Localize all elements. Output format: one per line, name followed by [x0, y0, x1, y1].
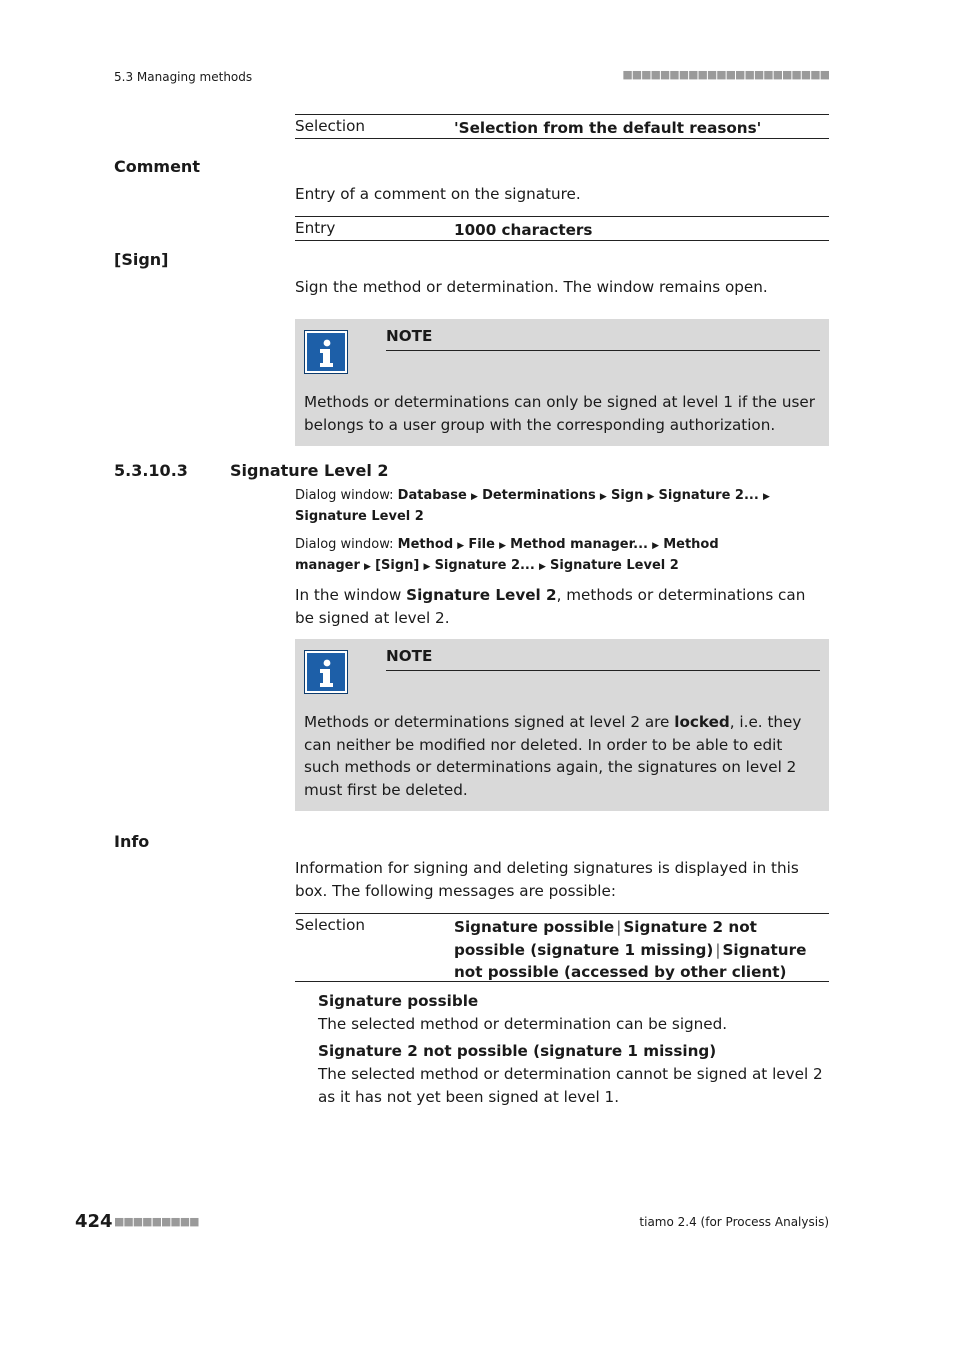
- path-step: [Sign]: [375, 558, 420, 573]
- option-signature-possible: Signature possible: [454, 918, 615, 936]
- note-title: NOTE: [386, 647, 433, 665]
- selection-table-row: [295, 114, 829, 139]
- selection-value: 'Selection from the default reasons': [454, 119, 762, 137]
- intro-text: In the window: [295, 586, 407, 604]
- header-decoration-dots: ■■■■■■■■■■■■■■■■■■■■■■: [622, 68, 829, 81]
- comment-label: Comment: [114, 157, 200, 176]
- running-header-section: 5.3 Managing methods: [114, 70, 253, 84]
- note-divider: [386, 350, 820, 351]
- message-text: The selected method or determination can be signed.: [318, 1015, 728, 1033]
- note-box: [295, 319, 829, 446]
- option-separator: |: [715, 940, 721, 959]
- arrow-icon: ▶: [762, 492, 770, 502]
- path-step: Signature 2...: [658, 488, 759, 503]
- note-title: NOTE: [386, 327, 433, 345]
- info-label: Info: [114, 832, 150, 851]
- dialog-prefix: Dialog window:: [295, 537, 394, 552]
- arrow-icon: ▶: [471, 492, 478, 502]
- arrow-icon: ▶: [652, 541, 660, 551]
- arrow-icon: ▶: [499, 541, 507, 551]
- selection-key: Selection: [295, 117, 365, 135]
- note-body: [304, 711, 817, 801]
- path-step: File: [468, 537, 495, 552]
- selection-options: [454, 916, 826, 984]
- path-step: Signature 2...: [434, 558, 535, 573]
- arrow-icon: ▶: [538, 562, 546, 572]
- path-step: Method manager: [295, 537, 719, 573]
- note-emphasis: locked: [674, 713, 730, 731]
- footer-decoration-dots: ■■■■■■■■■: [114, 1215, 199, 1228]
- path-step: Database: [397, 488, 467, 503]
- sign-label: [Sign]: [114, 250, 169, 269]
- dialog-path-1: [295, 486, 829, 526]
- selection-key: Selection: [295, 916, 365, 934]
- option-signature-2-not-possible: Signature 2 not possible (signature 1 missing): [454, 918, 757, 959]
- note-body: Methods or determinations can only be signed at level 1 if the user belongs to a user group with the corresponding authorization.: [304, 393, 815, 434]
- path-step: Signature Level 2: [550, 558, 679, 573]
- message-title: Signature possible: [318, 992, 479, 1010]
- intro-text: , methods or determinations can be signed at level 2.: [295, 586, 806, 627]
- note-text: Methods or determinations signed at level 2 are: [304, 713, 675, 731]
- message-text: The selected method or determination cannot be signed at level 2 as it has not yet been signed at level 1.: [318, 1065, 823, 1106]
- comment-description: Entry of a comment on the signature.: [295, 185, 581, 203]
- message-title: Signature 2 not possible (signature 1 missing): [318, 1042, 717, 1060]
- arrow-icon: ▶: [599, 492, 607, 502]
- arrow-icon: ▶: [457, 541, 465, 551]
- path-step: Sign: [610, 488, 644, 503]
- note-text: , i.e. they can neither be modified nor deleted. In order to be able to edit such methods or determinations again, the signatures on level 2 must first be deleted.: [304, 713, 802, 799]
- note-divider: [386, 670, 820, 671]
- intro-paragraph: [295, 584, 829, 630]
- arrow-icon: ▶: [647, 492, 655, 502]
- note-box: [295, 639, 829, 811]
- info-description: Information for signing and deleting signatures is displayed in this box. The following messages are possible:: [295, 859, 799, 900]
- dialog-prefix: Dialog window:: [295, 488, 394, 503]
- dialog-path-2: [295, 535, 745, 577]
- arrow-icon: ▶: [423, 562, 431, 572]
- arrow-icon: ▶: [364, 562, 371, 572]
- sign-description: Sign the method or determination. The window remains open.: [295, 278, 768, 296]
- intro-window-name: Signature Level 2: [406, 586, 557, 604]
- option-signature-not-possible: Signature not possible (accessed by other client): [454, 940, 807, 981]
- section-title: Signature Level 2: [230, 461, 389, 480]
- footer-product: tiamo 2.4 (for Process Analysis): [639, 1215, 829, 1229]
- section-number: 5.3.10.3: [114, 461, 188, 480]
- page-number: 424: [75, 1211, 113, 1232]
- info-selection-table-row: [295, 913, 829, 982]
- entry-key: Entry: [295, 219, 336, 237]
- info-icon: [304, 650, 348, 694]
- info-icon: [304, 330, 348, 374]
- path-step: Method: [397, 537, 454, 552]
- path-step: Determinations: [482, 488, 596, 503]
- option-separator: |: [616, 918, 622, 936]
- path-step: Method manager...: [510, 537, 648, 552]
- path-step: Signature Level 2: [295, 509, 424, 524]
- entry-value: 1000 characters: [454, 221, 593, 239]
- entry-table-row: [295, 216, 829, 241]
